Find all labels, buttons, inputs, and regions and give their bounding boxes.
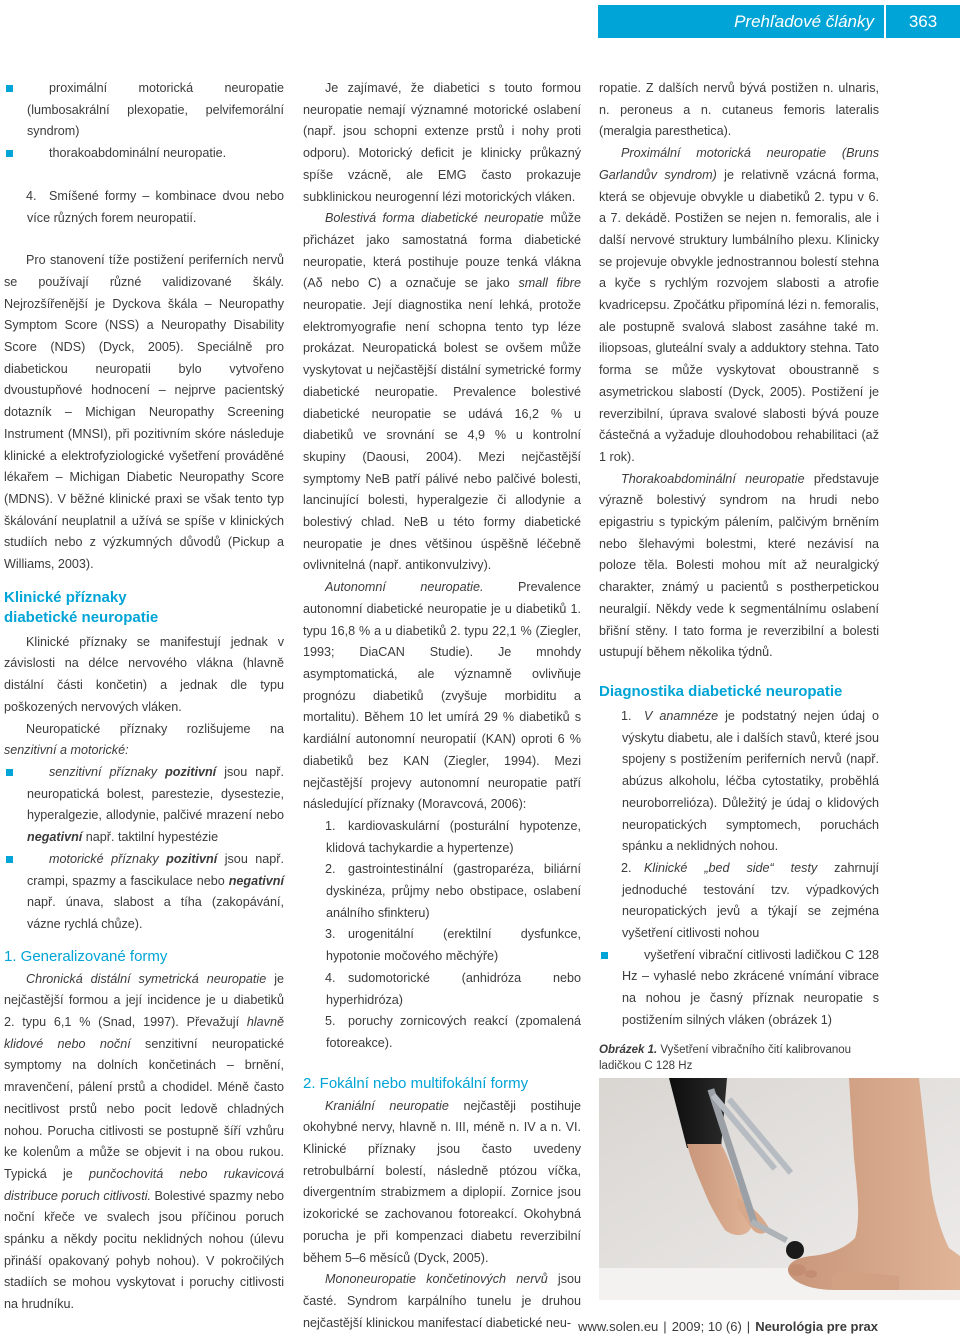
paragraph-autonomic: Autonomní neuropatie. Prevalence autonomní diabetické neuropatie je u diabetiků 1. typu 16,8 % a u diabetiků 2. typu 22,1 % (Ziegler, 1993; DiaCAN Studie). Je mnohdy asymptomatická, ale významně ovlivňuje prognózu diabetiků (zvyšuje morbiditu a mortalitu). Během 10 let umírá 29 % diabetiků s kardiální autonomní neuropatií (KAN) oproti 6 % diabetiků bez KAN (Ziegler, 1994). Mezi nejčastější projevy autonomní neuropatie patří následující příznaky (Moravcová, 2006): (303, 580, 581, 812)
paragraph-clinical: Klinické příznaky se manifestují jednak v závislosti na délce nervového vlákna (hlavně distální části končetin) a jednak dle typu poškozených nervových vláken. (4, 634, 284, 714)
heading-diagnostics: Diagnostika diabetické neuropatie (599, 682, 843, 700)
section-title: Prehľadové články (734, 11, 874, 31)
heading-focal: 2. Fokální nebo multifokální formy (303, 1074, 529, 1092)
bullet-square-icon (6, 769, 13, 776)
numbered-item: 1. V anamnéze je podstatný nejen údaj o výskytu diabetu, ale i dalších stavů, které jsou spojeny s postižením periferních nervů (např. abúzus alkoholu, léčba cytostatiky, proběhlá neuroborrelióza). Důležitý je údaj o klidových neuropatických symptomech, poruchách spánku a neklidných nohou. (621, 708, 879, 854)
numbered-item: 4. Smíšené formy – kombinace dvou nebo více různých forem neuropatií. (26, 188, 284, 225)
numbered-item: 1. kardiovaskulární (posturální hypotenze, klidová tachykardie a hypertenze) (325, 818, 581, 855)
numbered-item: 5. poruchy zornicových reakcí (zpomalená fotoreakce). (325, 1014, 581, 1050)
heading-clinical-symptoms: Klinické příznaky diabetické neuropatie (4, 588, 159, 626)
paragraph-continuation: ropatie. Z dalších nervů bývá postižen n. ulnaris, n. peroneus a n. cutaneus femoris lateralis (meralgia paresthetica). (599, 81, 879, 139)
bullet-item: senzitivní příznaky pozitivní jsou např. neuropatická bolest, parestezie, dysestezie, hyperalgezie, allodynie, palčivé mrazení nebo negativní např. taktilní hypestézie (4, 762, 284, 849)
footer-separator: | (663, 1319, 667, 1334)
tuning-fork-foot-illustration (599, 1078, 960, 1300)
figure-photo (599, 1078, 960, 1300)
bullet-item: vyšetření vibrační citlivosti ladičkou C 128 Hz – vyhaslé nebo zkrácené vnímání vibrace na nohou je časný příznak neuropatie s postižením silných vláken (obrázek 1) (599, 945, 879, 1032)
paragraph-neuropathic: Neuropatické příznaky rozlišujeme na senzitivní a motorické: (4, 721, 284, 758)
bullet-item: thorakoabdominální neuropatie. (4, 143, 284, 165)
paragraph-motor: Je zajímavé, že diabetici s touto formou neuropatie nemají významné motorické oslabení (např. jsou schopni extenze prstů i nohy proti odporu). Motorický deficit je klinicky průkazný spíše vzácně, ale EMG často prokazuje subklinickou neurogenní lézi motorických vláken. (303, 81, 581, 204)
bullet-item: motorické příznaky pozitivní jsou např. crampi, spazmy a fascikulace nebo negativní např. únava, slabost a tíha (zakopávání, vázne rychlá chůze). (4, 849, 284, 936)
paragraph-proximal: Proximální motorická neuropatie (Bruns Garlandův syndrom) je relativně vzácná forma, která se objevuje obvykle u diabetiků 2. typu v 6. a 7. dekádě. Postižen se nejen n. femoralis, ale i další nervové struktury lumbálního plexu. Klinicky se projevuje obvykle jednostrannou bolestí stehna a kyče s rychlým rozvojem slabosti a atrofie kvadricepsu. Zpočátku připomíná lézi n. femoralis, ale postupně svalová slabost zasáhne také m. iliopsoas, gluteální svaly a adduktory stehna. Tato forma se může vyskytovat oboustranně s asymetrickou slabostí (Dyck, 2005). Postižení je reverzibilní, úprava svalové slabosti bývá pouze částečná a vyžaduje dlouhodobou rehabilitaci (až 1 rok). (599, 146, 879, 464)
paragraph-thoracoabdominal: Thorakoabdominální neuropatie představuje výrazně bolestivý syndrom na hrudi nebo epigastriu s typickým pálením, palčivým brněním nebo šlehavými bolestmi, které nezávisí na poloze těla. Bolesti mohou mít až neuralgický charakter, známý u pacientů s postherpetickou neuralgií. Někdy vede k segmentálnímu oslabení břišní stěny. I tato forma je reverzibilní a bolesti ustupují během několika týdnů. (599, 471, 879, 660)
bullet-square-icon (6, 150, 13, 157)
bullet-square-icon (6, 856, 13, 863)
column-3 (599, 78, 879, 1074)
column-1 (4, 78, 284, 1316)
footer-journal: Neurológia pre prax (755, 1319, 878, 1334)
column-2 (303, 78, 581, 1334)
bullet-square-icon (6, 85, 13, 92)
footer-website: www.solen.eu (578, 1319, 659, 1334)
numbered-item: 2. Klinické „bed side“ testy zahrnují jednoduché testování tzv. výpadkových neuropatických jevů a týkají se zejména vyšetření citlivosti nohou (621, 860, 879, 941)
footer-separator: | (746, 1319, 751, 1334)
footer-issue: 2009; 10 (6) (671, 1319, 742, 1334)
paragraph-painful: Bolestivá forma diabetické neuropatie může přicházet jako samostatná forma diabetické neuropatie, která postihuje pouze tenká vlákna (Aδ nebo C) a označuje se jako small fibre neuropatie. Její diagnostika není lehká, protože elektromyografie není schopna tento typ léze prokázat. Neuropatická bolest se ovšem může vyskytovat u nejčastější distální symetrické formy diabetické neuropatie. Prevalence bolestivé diabetické neuropatie se udává 16,2 % u diabetiků ve srovnání se 4,9 % u kontrolní skupiny (Daousi, 2004). Mezi nejčastější symptomy NeB patří pálivé nebo palčivé bolesti, lancinující bolesti, hyperalgezie či allodynie a bolestivý chlad. NeB u této formy diabetické neuropatie je dnes většinou úspěšně léčebně ovlivnitelná (např. antikonvulzivy). (303, 211, 581, 573)
paragraph-generalized: Chronická distální symetrická neuropatie je nejčastější formou a její incidence je u diabetiků 2. typu 6,1 % (Snad, 1997). Převažují hlavně klidové nebo noční senzitivní neuropatické symptomy na dolních končetinách – brnění, mravenčení, pálení prstů a chodidel. Méně často necitlivost prstů nebo pocit ledově chladných nohou. Porucha citlivosti se postupně šíří vzhůru ke kolenům a může se objevit i na obou rukou. Typická je punčochovitá nebo rukavicová distribuce poruch citlivosti. Bolestivé spazmy nebo noční křeče ve svalech jsou příčinou poruch spánku a někdy pocitu neklidných nohou (úlevu přináší opakovaný pohyb nohou). V pokročilých stadiích se mohou vyskytovat i poruchy citlivosti na hrudníku. (4, 971, 285, 1312)
bullet-square-icon (601, 952, 608, 959)
figure-caption: Obrázek 1. Vyšetření vibračního čití kalibrovanou ladičkou C 128 Hz (599, 1043, 852, 1072)
paragraph-cranial: Kraniální neuropatie nejčastěji postihuje okohybné nervy, hlavně n. III, méně n. IV a n. VI. Klinické příznaky jsou často uvedeny retrobulbární bolestí, následně ptózou víčka, divergentním strabizmem a diplopií. Zornice jsou izokorické se zachovanou fotoreakcí. Okohybná porucha je při kompenzaci diabetu reverzibilní během 5–6 měsíců (Dyck, 2005). (303, 1098, 581, 1265)
numbered-item: 2. gastrointestinální (gastroparéza, biliární dyskinéza, průjmy nebo obstipace, oslabení análního sfinkteru) (325, 862, 581, 920)
numbered-item: 4. sudomotorické (anhidróza nebo hyperhidróza) (325, 970, 581, 1007)
page-footer (578, 1319, 878, 1334)
page-number: 363 (884, 5, 960, 38)
paragraph-mononeuropathy: Mononeuropatie končetinových nervů jsou časté. Syndrom karpálního tunelu je druhou nejčastější klinickou manifestací diabetické neu- (303, 1272, 581, 1330)
numbered-item: 3. urogenitální (erektilní dysfunkce, hypotonie močového měchýře) (325, 927, 581, 964)
heading-generalized: 1. Generalizované formy (4, 947, 168, 965)
bullet-item: proximální motorická neuropatie (lumbosakrální plexopatie, pelvifemorální syndrom) (4, 78, 284, 143)
running-header (598, 5, 960, 38)
paragraph-scales: Pro stanovení tíže postižení periferních nervů se používají různé validizované škály. Nejrozšířenější je Dyckova škála – Neuropathy Symptom Score (NSS) a Neuropathy Disability Score (NDS) (Dyck, 2005). Speciálně pro diabetickou neuropatii bylo vytvořeno dvoustupňové hodnocení – nejprve pacientský dotazník – Michigan Neuropathy Screening Instrument (MNSI), při pozitivním skóre následuje klinické a elektrofyziologické vyšetření prováděné lékařem – Michigan Diabetic Neuropathy Score (MDNS). V běžné klinické praxi se však tento typ škálování neuplatnil a užívá se spíše v klinických studiích nebo z výzkumných důvodů (Pickup a Williams, 2003). (4, 253, 285, 572)
